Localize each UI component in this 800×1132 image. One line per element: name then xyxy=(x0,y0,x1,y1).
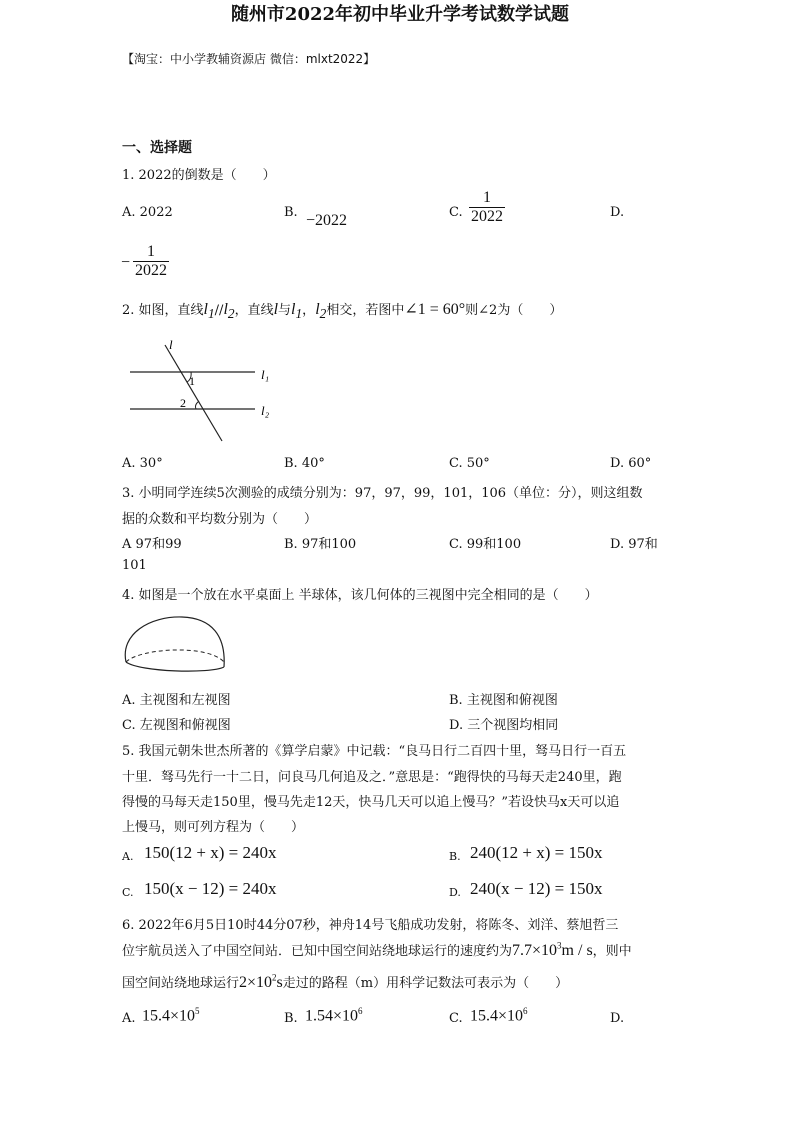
q2-l1-sub: 1 xyxy=(208,306,215,322)
q5-line3: 得慢的马每天走150里，慢马先走12天，快马几天可以追上慢马？”若设快马x天可以追 xyxy=(122,795,620,810)
section-heading: 一、选择题 xyxy=(122,140,192,156)
q5-line1: 5. 我国元朝朱世杰所著的《算学启蒙》中记载：“良马日行二百四十里，驽马日行一百五 xyxy=(122,744,627,759)
q3-line1: 3. 小明同学连续5次测验的成绩分别为：97，97，99，101，106（单位：分），则这组数 xyxy=(122,486,643,501)
q2-l2 xyxy=(223,301,235,322)
q6-b-exp: 6 xyxy=(358,1006,363,1016)
q6-c-base: 15.4×10 xyxy=(470,1007,524,1025)
q6-speed-base: 7.7×10 xyxy=(512,942,558,959)
q1-d-numerator: 1 xyxy=(133,243,169,262)
q6-option-c xyxy=(470,1006,528,1025)
q1-option-d-label: D. xyxy=(610,205,625,220)
q4-stem: 4. 如图是一个放在水平桌面上 半球体，该几何体的三视图中完全相同的是（ ） xyxy=(122,588,598,603)
q2-option-d: D. 60° xyxy=(610,456,652,471)
header-note: 【淘宝：中小学教辅资源店 微信：mlxt2022】 xyxy=(122,52,376,66)
q6-line2-b: ，则中 xyxy=(592,944,632,959)
q2-stem xyxy=(122,299,562,322)
q6-option-c-label: C. xyxy=(449,1011,463,1026)
exam-title: 随州市2022年初中毕业升学考试数学试题 xyxy=(230,4,570,25)
q4-option-b: B. 主视图和俯视图 xyxy=(449,693,558,708)
q2-parallel: // xyxy=(214,303,224,318)
q6-speed xyxy=(512,942,593,959)
q2-stem-f: 则∠2为（ ） xyxy=(465,303,563,318)
q2-l2-sub: 2 xyxy=(227,306,235,322)
q1-d-denominator: 2022 xyxy=(135,261,167,279)
q6-a-exp: 5 xyxy=(195,1006,200,1016)
q1-option-d-sign: − xyxy=(121,254,131,271)
q6-line3-a: 国空间站绕地球运行 xyxy=(122,976,240,991)
q6-time xyxy=(239,974,283,991)
q2-angle-expr: ∠1 = 60° xyxy=(404,301,466,318)
q6-option-a-label: A. xyxy=(122,1011,136,1026)
q1-option-c-label: C. xyxy=(449,205,463,220)
q6-line2 xyxy=(122,940,632,960)
q1-stem: 1. 2022的倒数是（ ） xyxy=(122,168,276,183)
q2-figure xyxy=(125,335,285,445)
q4-option-d: D. 三个视图均相同 xyxy=(449,718,559,733)
q2-l1 xyxy=(203,301,215,322)
q6-time-exp: 2 xyxy=(272,972,277,983)
q6-line2-a: 位宇航员送入了中国空间站．已知中国空间站绕地球运行的速度约为 xyxy=(122,944,513,959)
q1-option-c-fraction xyxy=(469,189,505,225)
q2-option-a: A. 30° xyxy=(122,456,163,471)
fig-label-l: l xyxy=(169,337,173,352)
q4-option-a: A. 主视图和左视图 xyxy=(122,693,231,708)
q1-option-b-label: B. xyxy=(284,205,298,220)
q2-l1-letter: l xyxy=(203,301,208,318)
q2-l1b xyxy=(291,301,303,322)
q6-speed-exp: 3 xyxy=(557,940,562,951)
q6-a-base: 15.4×10 xyxy=(142,1007,196,1025)
q1-c-numerator: 1 xyxy=(469,189,505,208)
q5-option-a-expr: 150(12 + x) = 240x xyxy=(144,843,277,862)
q5-option-d-expr: 240(x − 12) = 150x xyxy=(470,879,603,898)
q2-stem-e: 相交，若图中 xyxy=(326,303,405,318)
q6-option-b xyxy=(305,1006,363,1025)
q6-b-base: 1.54×10 xyxy=(305,1007,359,1025)
q6-time-unit: s xyxy=(276,974,283,991)
q4-option-c: C. 左视图和俯视图 xyxy=(122,718,231,733)
q2-stem-d: ， xyxy=(302,303,316,318)
hemisphere-base-hidden xyxy=(126,650,224,662)
q3-option-a: A 97和99 xyxy=(122,537,182,552)
q5-option-b-expr: 240(12 + x) = 150x xyxy=(470,843,603,862)
q6-line3-b: 走过的路程（m）用科学记数法可表示为（ ） xyxy=(282,976,569,991)
q5-option-b-label: B. xyxy=(449,850,461,863)
q4-hemisphere-figure xyxy=(120,612,232,674)
line-l xyxy=(165,345,222,441)
q3-option-d-wrap: 101 xyxy=(122,558,147,573)
q1-c-denominator: 2022 xyxy=(471,207,503,225)
q6-line1: 6. 2022年6月5日10时44分07秒，神舟14号飞船成功发射，将陈冬、刘洋、蔡旭哲三 xyxy=(122,918,619,933)
q2-option-c: C. 50° xyxy=(449,456,490,471)
q3-line2: 据的众数和平均数分别为（ ） xyxy=(122,512,318,527)
hemisphere-base-front xyxy=(126,662,224,671)
fig-label-angle1: 1 xyxy=(189,374,195,388)
q6-c-exp: 6 xyxy=(523,1006,528,1016)
q5-line4: 上慢马，则可列方程为（ ） xyxy=(122,820,305,835)
q6-option-d-label: D. xyxy=(610,1011,625,1026)
q1-option-b-value: −2022 xyxy=(306,212,348,229)
q2-l1b-sub: 1 xyxy=(295,306,303,322)
q2-l2-letter: l xyxy=(223,301,228,318)
q1-option-d-fraction xyxy=(133,243,169,279)
fig-label-angle2: 2 xyxy=(180,396,186,410)
q6-option-a xyxy=(142,1006,200,1025)
q2-l2b-letter: l xyxy=(315,301,320,318)
q1-option-a: A. 2022 xyxy=(122,205,173,220)
q2-l: l xyxy=(273,301,279,318)
q5-option-c-label: C. xyxy=(122,886,134,899)
q6-line3 xyxy=(122,972,568,992)
q2-l1b-letter: l xyxy=(291,301,296,318)
q3-option-c: C. 99和100 xyxy=(449,537,522,552)
q2-option-b: B. 40° xyxy=(284,456,325,471)
q2-stem-c: 与 xyxy=(278,303,292,318)
q2-stem-b: ，直线 xyxy=(234,303,274,318)
q6-time-base: 2×10 xyxy=(239,974,273,991)
q2-l2b xyxy=(315,301,327,322)
fig-label-l1: l₁ xyxy=(261,367,270,382)
fig-label-l2: l₂ xyxy=(261,403,270,418)
q3-option-b: B. 97和100 xyxy=(284,537,357,552)
q5-option-c-expr: 150(x − 12) = 240x xyxy=(144,879,277,898)
q6-option-b-label: B. xyxy=(284,1011,298,1026)
q2-stem-a: 2. 如图，直线 xyxy=(122,303,204,318)
q5-option-a-label: A. xyxy=(122,850,134,863)
q5-line2: 十里．驽马先行一十二日，问良马几何追及之．”意思是：“跑得快的马每天走240里，跑 xyxy=(122,770,622,785)
q3-option-d: D. 97和 xyxy=(610,537,658,552)
q2-l2b-sub: 2 xyxy=(319,306,327,322)
q5-option-d-label: D. xyxy=(449,886,461,899)
hemisphere-dome xyxy=(125,617,224,667)
q6-speed-unit: m / s xyxy=(561,942,593,959)
